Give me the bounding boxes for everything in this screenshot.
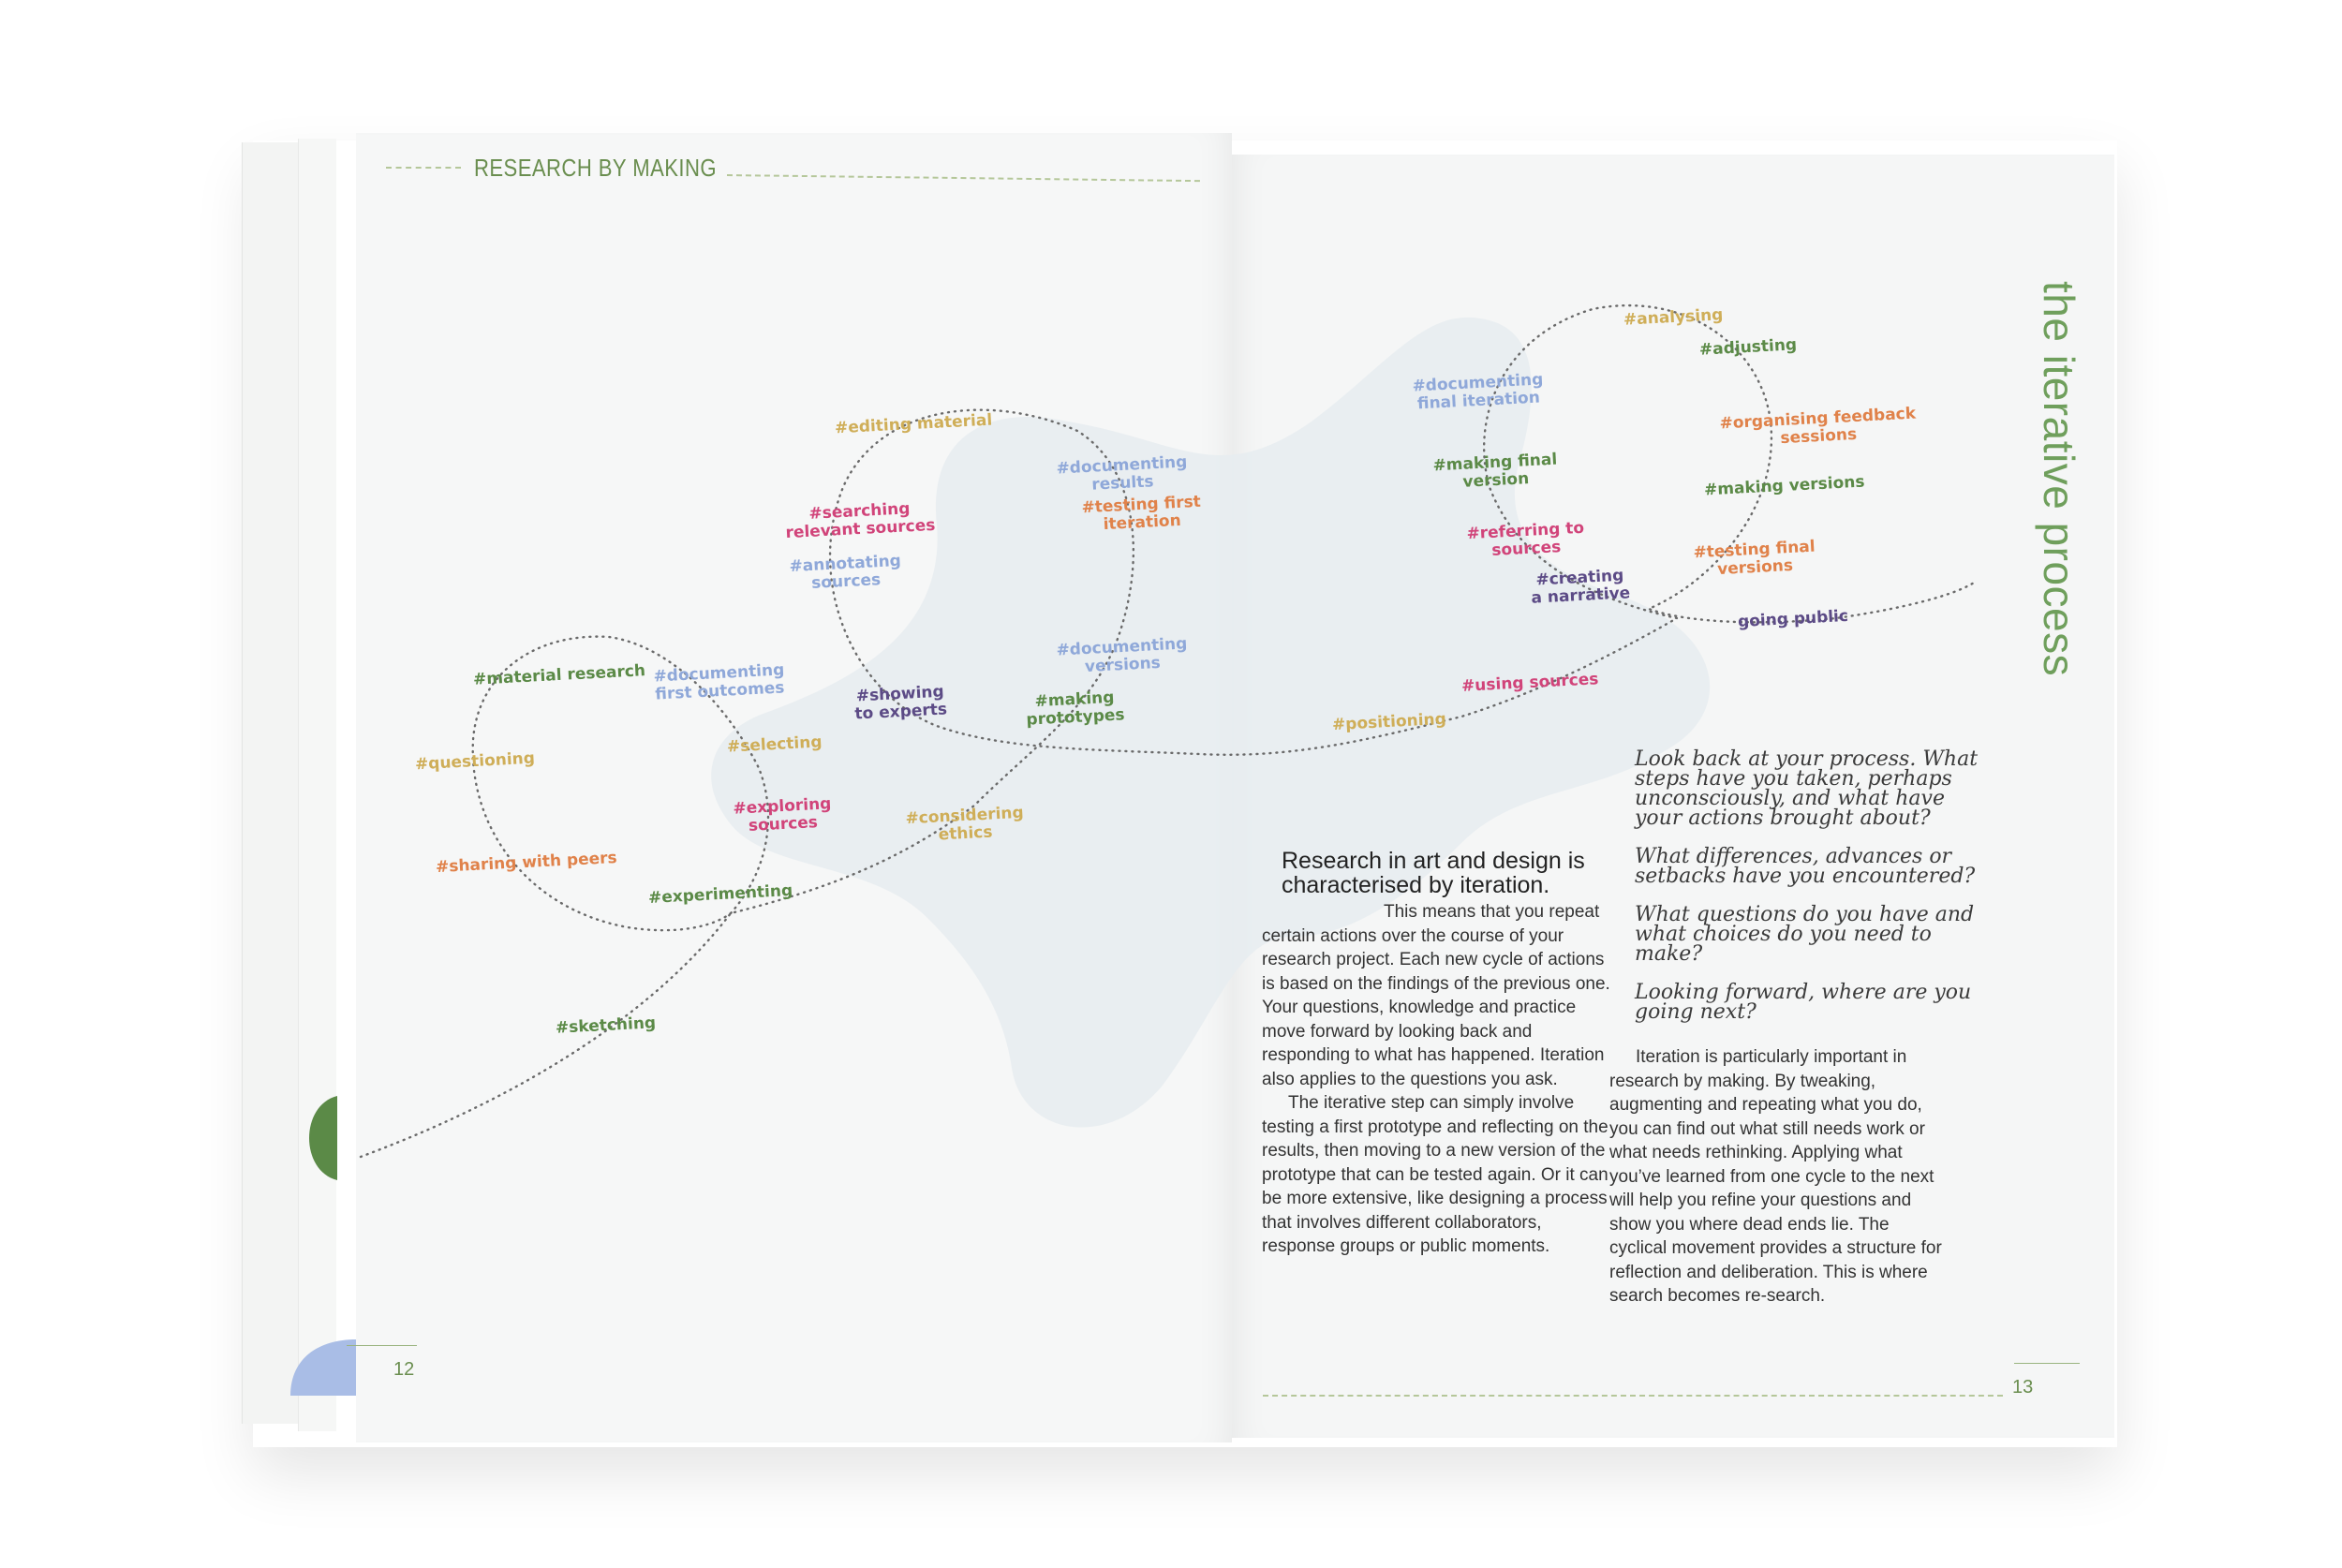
- tag-using-sources: #using sources: [1460, 670, 1599, 696]
- tag-questioning: #questioning: [414, 748, 536, 775]
- tag-documenting-versions: #documenting versions: [1056, 634, 1188, 677]
- tag-material-research: #material research: [472, 661, 646, 689]
- tag-annotating-sources: #annotating sources: [789, 551, 902, 593]
- tag-documenting-results: #documenting results: [1056, 452, 1188, 495]
- running-head: RESEARCH BY MAKING: [474, 154, 717, 182]
- tag-creating-a-narrative: #creating a narrative: [1531, 566, 1631, 608]
- tag-documenting-final-iteration: #documenting final iteration: [1412, 370, 1544, 414]
- tag-considering-ethics: #considering ethics: [905, 803, 1025, 845]
- page-number-left: 12: [393, 1359, 415, 1380]
- page-number-right: 13: [2012, 1377, 2034, 1398]
- tag-going-public: going public: [1737, 606, 1849, 632]
- tag-exploring-sources: #exploring sources: [733, 794, 832, 836]
- tag-searching-relevant-sources: #searching relevant sources: [785, 499, 936, 543]
- body-paragraph-1: This means that you repeat certain actions over the course of your research project. Each new cycle of actions is based on the findings of the previous one. Your questions, knowledge and practice move forward by looking back and responding to what has happened. Iteration also applies to the questions you ask.: [1262, 902, 1610, 1089]
- tag-organising-feedback-sessions: #organising feedback sessions: [1719, 404, 1917, 449]
- question-2: What differences, advances or setbacks have you encountered?: [1635, 845, 1976, 888]
- tag-testing-first-iteration: #testing first iteration: [1081, 492, 1202, 535]
- tag-referring-to-sources: #referring to sources: [1466, 518, 1585, 560]
- tag-making-prototypes: #making prototypes: [1026, 688, 1126, 730]
- lead-heading: Research in art and design is characterised by iteration.: [1282, 848, 1585, 898]
- page-number-rule-right: [2014, 1363, 2080, 1364]
- question-4: Looking forward, where are you going next?: [1635, 981, 1972, 1024]
- body-paragraph-3: Iteration is particularly important in research by making. By tweaking, augmenting and repeating what you do, you can find out what still needs work or what needs rethinking. Applying what you’ve learned from one cycle to the next will help you refine your questions and show you where dead ends lie. The cyclical movement provides a structure for reflection and deliberation. This is where search becomes re-search.: [1609, 1047, 1942, 1306]
- tag-sharing-with-peers: #sharing with peers: [435, 848, 618, 878]
- body-column-2: [1609, 1045, 1947, 1309]
- tag-selecting: #selecting: [726, 732, 823, 757]
- tag-making-versions: #making versions: [1703, 472, 1865, 500]
- tag-positioning: #positioning: [1331, 709, 1447, 735]
- tag-showing-to-experts: #showing to experts: [854, 682, 948, 724]
- reflection-questions: [1635, 749, 1991, 1041]
- question-1: Look back at your process. What steps have you taken, perhaps unconsciously, and what have your actions brought about?: [1635, 747, 1979, 830]
- body-paragraph-2: The iterative step can simply involve testing a first prototype and reflecting on the results, then moving to a new version of the prototype that can be tested again. Or it can be more extensive, like designing a process that involves different collaborators, response groups or public moments.: [1262, 1093, 1608, 1256]
- tag-analysing: #analysing: [1623, 305, 1724, 330]
- tag-documenting-first-outcomes: #documenting first outcomes: [653, 660, 785, 704]
- page-number-rule-left: [347, 1345, 417, 1346]
- tag-adjusting: #adjusting: [1698, 335, 1798, 360]
- tag-making-final-version: #making final version: [1432, 450, 1558, 492]
- page-title: the iterative process: [2035, 281, 2083, 677]
- footer-rule: [1263, 1395, 2003, 1397]
- question-3: What questions do you have and what choices do you need to make?: [1635, 903, 1975, 966]
- tag-testing-final-versions: #testing final versions: [1693, 537, 1816, 580]
- tag-editing-material: #editing material: [834, 410, 993, 438]
- tag-sketching: #sketching: [555, 1013, 657, 1038]
- body-column-1: [1262, 900, 1618, 1259]
- tag-experimenting: #experimenting: [647, 880, 793, 909]
